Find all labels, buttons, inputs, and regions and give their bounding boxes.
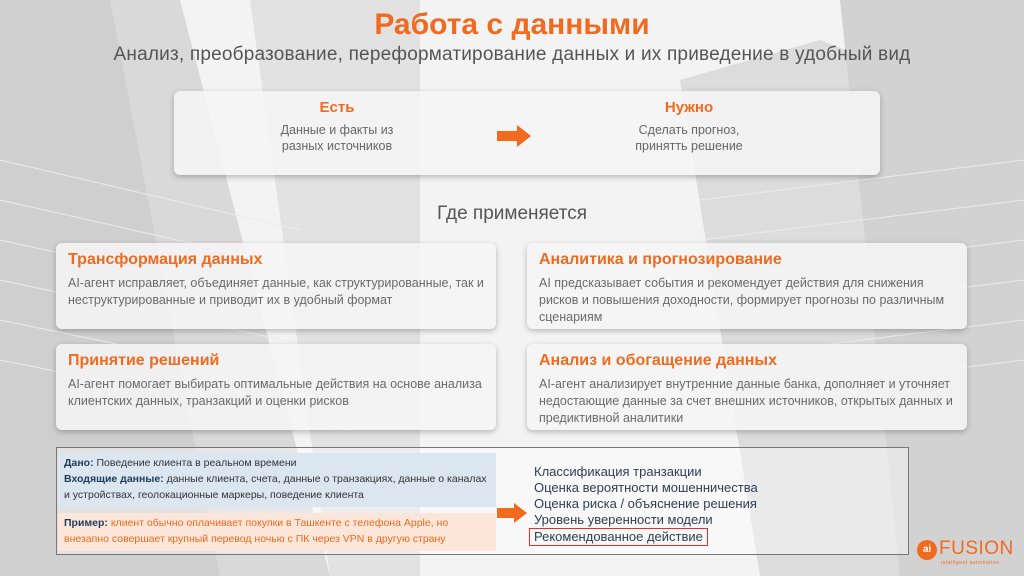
logo-mark: ai: [917, 540, 937, 560]
output-item: Оценка риска / объяснение решения: [534, 496, 757, 511]
input-text: данные клиента, счета, данные о транзакциях, данные о каналах и устройствах, геолокационные маркеры, поведение клиента: [64, 473, 487, 501]
given-text: Поведение клиента в реальном времени: [96, 457, 297, 469]
use-case-card: [527, 344, 967, 430]
given-panel: [58, 453, 496, 507]
section-title: Где применяется: [436, 203, 588, 224]
logo-tagline: intelligent automation: [941, 560, 1000, 566]
need-text: Сделать прогноз, принятть решение: [635, 123, 743, 153]
example-label: Пример:: [64, 517, 108, 529]
given-label: Дано:: [64, 457, 94, 469]
page-title: Работа с данными: [374, 8, 650, 41]
example-text: клиент обычно оплачивает покупки в Ташкенте с телефона Apple, но внезапно совершает крупный перевод ночью с ПК через VPN в другую страну: [64, 517, 449, 545]
arrow-right-icon: [497, 125, 531, 147]
have-need-card: [174, 91, 880, 175]
output-item: Классификация транзакции: [534, 464, 702, 479]
logo-name: FUSION: [939, 538, 1014, 559]
use-case-title: Трансформация данных: [68, 251, 263, 268]
have-text: Данные и факты из разных источников: [280, 123, 394, 153]
use-case-title: Анализ и обогащение данных: [539, 352, 777, 369]
use-case-text: AI-агент анализирует внутренние данные банка, дополняет и уточняет недостающие данные за счет внешних источников, открытых данных и предиктивной аналитики: [539, 377, 953, 425]
input-label: Входящие данные:: [64, 473, 164, 485]
use-case-card: [56, 344, 496, 430]
use-case-card: [527, 243, 967, 329]
use-case-title: Аналитика и прогнозирование: [539, 251, 782, 268]
have-column: [237, 99, 437, 154]
use-case-card: [56, 243, 496, 329]
use-case-text: AI-агент помогает выбирать оптимальные действия на основе анализа клиентских данных, транзакций и оценки рисков: [68, 377, 482, 408]
page-subtitle: Анализ, преобразование, переформатирование данных и их приведение в удобный вид: [113, 44, 911, 65]
need-column: [589, 99, 789, 154]
use-case-title: Принятие решений: [68, 352, 220, 369]
have-title: Есть: [319, 99, 355, 116]
use-case-text: AI-агент исправляет, объединяет данные, как структурированные, так и неструктурированные и приводит их в удобный формат: [68, 276, 484, 307]
output-item-highlighted: Рекомендованное действие: [529, 528, 708, 546]
use-case-text: AI предсказывает события и рекомендует действия для снижения рисков и повышения доходности, формирует прогнозы по различным сценариям: [539, 276, 945, 324]
outputs-list: [534, 464, 758, 546]
output-item: Уровень уверенности модели: [534, 512, 713, 527]
arrow-right-icon: [497, 503, 527, 523]
output-item: Оценка вероятности мошенничества: [534, 480, 758, 495]
example-panel: [58, 513, 496, 551]
fusion-logo: [917, 536, 1017, 568]
need-title: Нужно: [664, 99, 714, 116]
